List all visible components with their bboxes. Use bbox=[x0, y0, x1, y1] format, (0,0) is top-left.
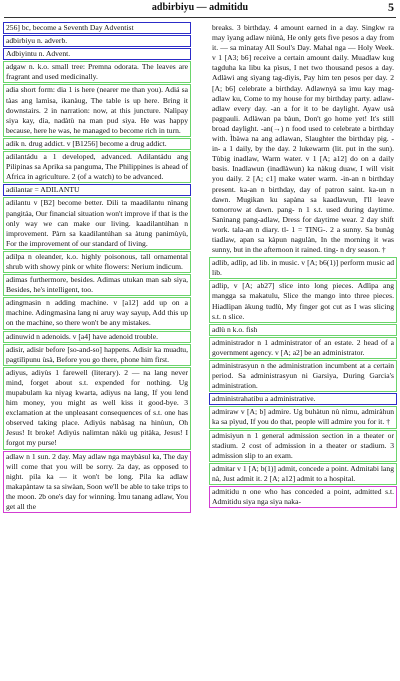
dictionary-entry: Adbiyintu n. Advent. bbox=[3, 48, 191, 60]
dictionary-entry: adlip, v [A; ab27] slice into long pieces. Adlìpa ang mangga sa makatulu, Slice the mango into three pieces. Hiadlìpan àkung tudlù, My finger got cut as I was slicing s.t. n slice. bbox=[209, 280, 397, 322]
dictionary-entry: 256] bc, become a Seventh Day Adventist bbox=[3, 22, 191, 34]
dictionary-entry: adimas furthermore, besides. Adimas utukan man sab siya, Besides, he's intelligent, too. bbox=[3, 274, 191, 296]
dictionary-entry: adgaw n. k.o. small tree: Premna odorata. The leaves are fragrant and used medicinally. bbox=[3, 61, 191, 83]
page-header bbox=[0, 0, 400, 18]
dictionary-entry: adlù n k.o. fish bbox=[209, 324, 397, 336]
dictionary-entry: admiraw v [A; b] admire. Ug buhàtun nù nìmu, admiràhun ka sa pìyud, If you do that, people will admire you for it. † bbox=[209, 406, 397, 428]
header-rule bbox=[4, 17, 396, 18]
dictionary-entry: adlib, adlìp, ad lib. in music. v [A; b6(1)] perform music ad lib. bbox=[209, 257, 397, 279]
dictionary-entry: administrador n 1 administrator of an estate. 2 head of a government agency. v [A; a2] be an administrator. bbox=[209, 337, 397, 359]
right-column bbox=[209, 22, 397, 678]
dictionary-entry: adiyus, adiyùs 1 farewell (literary). 2 — na lang never mind, forget about s.t. expended for nothing. Ug mupabulam ka niyag kwarta, adiyus na lang, If you lend him money, you might as well kiss it good-bye. 3 exclamation at the unpleasant consequences of s.t. one has observed taking place. Adiyús nabàsag na hinùun, Oh Jesus! It broke! Adiyús nalimtan nàkù ug pitàka, Jesus! I forgot my purse! bbox=[3, 367, 191, 450]
dictionary-entry: adilantu v [B2] become better. Dili ta maadilantu nìnang pangitáa, Our financial situation won't improve if that is the only way we can make our living. kaadilantúhan n improvement. Pàrn sa kaadilantúhan sa àtung panimùyù, For the improvement of our standard of living. bbox=[3, 197, 191, 249]
dictionary-entry: adilantar = ADILANTU bbox=[3, 184, 191, 196]
dictionary-entry: adik n. drug addict. v [B1256] become a drug addict. bbox=[3, 138, 191, 150]
dictionary-entry: adinuwid n adenoids. v [a4] have adenoid trouble. bbox=[3, 331, 191, 343]
dictionary-entry: breaks. 3 birthday. 4 amount earned in a day. Singkw ra may ìyang adlaw niùnà, He only gets five pesos a day from it. — sa mìnatay All Soul's Day. Mahal nga — Holy Week. v 1 [A3; b6] receive a certain amount daily. Muadlaw kug tagduha ka libu ka pìsus, I net two thousand pesos a day. Adlàwi ang sìyang tag-dìyis, Pay him ten pesos per day. 2 [A; b6] celebrate a birthday. Adlawnyà sa ìmu kay mag-adlaw ku, Come to my house for my birthday party. adlaw-adlaw every day. -an a for it to be daylight. Ayaw usà pagpauli. Adlàwan pa bàun, Don't go home yet! It's still broad daylight. -an(→) n food used to celebrate a birthday with. Ìbàwa na ang adlawan, Slaughter the birthday pig. -in- a 1 daily, by the day. 2 lukewarm (lit. put in the sun). Tùbig inadlaw, Warm water. v 1 [A; a12] do on a daily basis. Inadlawun (inadlàwun) ka nàkug duaw, I will visit you daily. 2 [A; c1] make water warm. -in-an n birthday present. ka-an n birthday, day of patron saint. ka-un n dawn. Mugikan ku sapàna sa kaadlawun, I'll leave tomorrow at dawn. pang- n 1 s.t. used during daytime. Sanìnang pang-adlaw, Dress for daytime wear. 2 day shift work. tala-an n diary. tl- 1 = TING-. 2 a sunny. Sa bunàg tiadlaw, apan sa kàpun nagulàn, In the morning it was sunny, but in the afternoon it rained. ting- n dry season. † bbox=[212, 23, 394, 255]
dictionary-entry: admisiyun n 1 general admission section in a theater or stadium. 2 cost of admission in a theater or stadium. 3 admission slip to an exam. bbox=[209, 430, 397, 462]
dictionary-entry: administrahatibu a administrative. bbox=[209, 393, 397, 405]
dictionary-entry: adisir, adisir before [so-and-so] happens. Adisir ka muadtu, pagtilìpunu ùsà, Before you go there, phone him first. bbox=[3, 344, 191, 366]
dictionary-entry: adlaw n 1 sun. 2 day. May adlaw nga maybàsul ka, The day will come that you will be sorry. 2a day, as opposed to night. pila ka — it won't be long. Pila ka adlaw makapàntaw ta sa siwàan, Soon we'll be able to take trips to the moon. 2b one's day for winning. Ìmu tanang adlaw, You get all the bbox=[3, 451, 191, 514]
page-number: 5 bbox=[388, 0, 394, 14]
dictionary-entry: adingmasin n adding machine. v [a12] add up on a machine. Adingmasìna lang ni aruy way sayup, Add this up on the machine, so there won't be any mistakes. bbox=[3, 297, 191, 329]
dictionary-entry: admitidu n one who has conceded a point, admitted s.t. Admitidu siya nga siya naka- bbox=[209, 486, 397, 508]
dictionary-entry: adilantádu a 1 developed, advanced. Adilantádu ang Pilipinas sa Aprika sa panguma, The Philippines is ahead of Africa in agriculture. 2 (of a watch) to be advanced. bbox=[3, 151, 191, 183]
dictionary-entry: adia short form: dia 1 is here (nearer me than you). Adiá sa tàas ang lamìsa, ikanàug, The table is up here. Bring it downstairs. 2 in narration: now, at this juncture. Nalìpay siya kay, dìa, nadàtù na man pud siya. He was happy because, here he was, he managed to become rich in turn. bbox=[3, 84, 191, 136]
running-head: adbirbiyu — admitidu bbox=[151, 2, 249, 13]
dictionary-entry: adbirbiyu n. adverb. bbox=[3, 35, 191, 47]
dictionary-entry: administrasyun n the administration incumbent at a certain period. Sa administrasyun ni Garsiya, During Garcia's administration. bbox=[209, 360, 397, 392]
dictionary-entry: admitar v 1 [A; b(1)] admit, concede a point. Admitabi lang nà, Just admit it. 2 [A; a12] admit to a hospital. bbox=[209, 463, 397, 485]
left-column bbox=[3, 22, 191, 678]
dictionary-entry: adilpa n oleander, k.o. highly poisonous, tall ornamental shrub with showy pink or white flowers: Nerium indicum. bbox=[3, 251, 191, 273]
